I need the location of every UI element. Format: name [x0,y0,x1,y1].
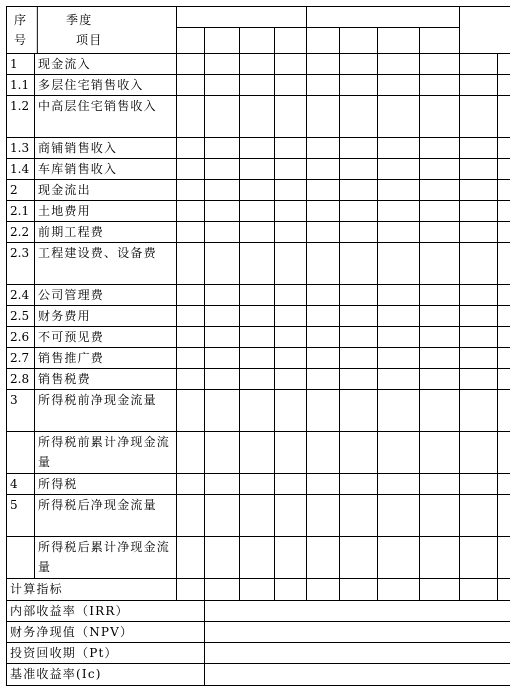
value-cell [498,243,510,285]
value-cell [307,495,340,537]
table-row [7,306,510,327]
value-cell [307,138,340,159]
row-number: 2.8 [7,369,35,390]
value-cell [498,159,510,180]
value-cell [205,327,240,348]
row-number: 2.1 [7,201,35,222]
value-cell [420,348,460,369]
value-cell [498,285,510,306]
value-cell [460,432,498,474]
row-number [7,432,35,474]
value-cell [307,222,340,243]
value-cell [378,201,420,222]
row-number: 1.4 [7,159,35,180]
indicator-label: 财务净现值（NPV） [7,622,205,643]
value-cell [420,285,460,306]
row-item-label: 前期工程费 [35,222,177,243]
row-item-label: 销售推广费 [35,348,177,369]
row-item-label: 现金流出 [35,180,177,201]
value-cell [498,432,510,474]
value-cell [240,180,275,201]
table-body [7,54,510,579]
value-cell [240,54,275,75]
row-item-label: 所得税 [35,474,177,495]
value-cell [340,201,378,222]
value-cell [177,75,205,96]
value-cell [420,201,460,222]
table-row [7,96,510,138]
period-cell [307,28,340,54]
row-number [7,537,35,579]
value-cell [340,96,378,138]
value-cell [340,306,378,327]
value-cell [340,537,378,579]
period-cell [205,28,240,54]
value-cell [498,474,510,495]
value-cell [307,348,340,369]
period-cell [420,28,460,54]
value-cell [378,222,420,243]
value-cell [460,390,498,432]
value-cell [307,159,340,180]
value-cell [240,138,275,159]
value-cell [177,432,205,474]
value-cell [378,432,420,474]
row-number: 2.7 [7,348,35,369]
value-cell [340,369,378,390]
row-item-label: 所得税前净现金流量 [35,390,177,432]
value-cell [275,180,307,201]
value-cell [460,369,498,390]
indicator-row [7,601,510,622]
table-row [7,285,510,306]
value-cell [307,369,340,390]
value-cell [177,285,205,306]
value-cell [378,159,420,180]
value-cell [460,75,498,96]
value-cell [205,390,240,432]
table-row [7,474,510,495]
value-cell [420,54,460,75]
value-cell [460,159,498,180]
period-group-cell [307,7,460,28]
value-cell [240,327,275,348]
value-cell [420,432,460,474]
row-item-label: 车库销售收入 [35,159,177,180]
value-cell [240,243,275,285]
value-cell [275,432,307,474]
table-row [7,390,510,432]
value-cell [307,180,340,201]
table-row [7,432,510,474]
indicator-label: 投资回收期（Pt） [7,643,205,664]
value-cell [240,474,275,495]
indicator-row [7,622,510,643]
value-cell [498,54,510,75]
indicators-title-row [7,579,510,601]
value-cell [498,306,510,327]
value-cell [498,369,510,390]
value-cell [378,348,420,369]
value-cell [340,495,378,537]
value-cell [275,96,307,138]
value-cell [275,222,307,243]
table-row [7,54,510,75]
row-number: 1.1 [7,75,35,96]
value-cell [378,138,420,159]
indicator-row [7,643,510,664]
period-cell [275,28,307,54]
value-cell [275,537,307,579]
table-row [7,348,510,369]
value-cell [307,75,340,96]
row-item-label: 商铺销售收入 [35,138,177,159]
value-cell [378,75,420,96]
row-number: 2.2 [7,222,35,243]
row-item-label: 所得税后累计净现金流量 [35,537,177,579]
indicator-row [7,664,510,686]
value-cell [420,327,460,348]
row-item-label: 所得税前累计净现金流量 [35,432,177,474]
value-cell [378,369,420,390]
value-cell [177,306,205,327]
row-number: 2.3 [7,243,35,285]
indicator-value [205,643,510,664]
value-cell [498,348,510,369]
value-cell [420,96,460,138]
row-item-label: 土地费用 [35,201,177,222]
value-cell [240,390,275,432]
value-cell [205,201,240,222]
value-cell [205,243,240,285]
value-cell [340,474,378,495]
value-cell [378,285,420,306]
value-cell [177,474,205,495]
value-cell [378,537,420,579]
value-cell [460,537,498,579]
value-cell [177,159,205,180]
value-cell [378,495,420,537]
period-cell [177,28,205,54]
value-cell [240,75,275,96]
value-cell [460,180,498,201]
value-cell [177,390,205,432]
value-cell [378,96,420,138]
table-row [7,222,510,243]
cash-flow-table [6,6,510,686]
value-cell [240,159,275,180]
row-number: 1.3 [7,138,35,159]
indicator-value [205,664,510,686]
value-cell [420,537,460,579]
value-cell [240,537,275,579]
value-cell [307,243,340,285]
value-cell [240,96,275,138]
value-cell [420,474,460,495]
header-seq-top: 序 [14,10,27,30]
row-item-label: 现金流入 [35,54,177,75]
value-cell [420,75,460,96]
value-cell [340,432,378,474]
value-cell [378,180,420,201]
value-cell [460,495,498,537]
indicator-value [205,622,510,643]
value-cell [177,327,205,348]
value-cell [177,138,205,159]
value-cell [205,432,240,474]
value-cell [340,159,378,180]
value-cell [340,54,378,75]
value-cell [420,390,460,432]
value-cell [420,180,460,201]
value-cell [307,96,340,138]
value-cell [177,495,205,537]
value-cell [340,222,378,243]
row-item-label: 财务费用 [35,306,177,327]
value-cell [307,201,340,222]
value-cell [275,306,307,327]
table-row [7,243,510,285]
value-cell [205,96,240,138]
period-group-cell [177,7,307,28]
value-cell [460,348,498,369]
value-cell [378,327,420,348]
row-item-label: 不可预见费 [35,327,177,348]
value-cell [177,222,205,243]
period-group-cell [460,7,510,54]
value-cell [460,138,498,159]
value-cell [307,432,340,474]
value-cell [307,390,340,432]
table-row [7,537,510,579]
value-cell [240,432,275,474]
row-number: 2.6 [7,327,35,348]
value-cell [420,306,460,327]
table-row [7,201,510,222]
value-cell [498,495,510,537]
table-header-cell [7,7,177,54]
value-cell [177,369,205,390]
value-cell [205,159,240,180]
row-number: 1 [7,54,35,75]
row-item-label: 公司管理费 [35,285,177,306]
value-cell [275,201,307,222]
period-cell [378,28,420,54]
value-cell [240,369,275,390]
value-cell [307,537,340,579]
header-seq-bottom: 号 [14,30,27,50]
value-cell [498,96,510,138]
value-cell [378,54,420,75]
value-cell [420,222,460,243]
row-number: 2.5 [7,306,35,327]
table-row [7,75,510,96]
value-cell [420,369,460,390]
value-cell [177,348,205,369]
row-item-label: 多层住宅销售收入 [35,75,177,96]
row-item-label: 工程建设费、设备费 [35,243,177,285]
row-item-label: 中高层住宅销售收入 [35,96,177,138]
indicators-title: 计算指标 [7,579,177,601]
value-cell [460,474,498,495]
value-cell [498,537,510,579]
table-row [7,180,510,201]
period-cell [340,28,378,54]
value-cell [177,54,205,75]
value-cell [498,327,510,348]
value-cell [420,495,460,537]
header-item: 项目 [76,30,102,50]
value-cell [460,222,498,243]
value-cell [275,390,307,432]
value-cell [340,285,378,306]
value-cell [205,348,240,369]
value-cell [240,285,275,306]
value-cell [340,243,378,285]
value-cell [205,54,240,75]
value-cell [460,327,498,348]
value-cell [275,54,307,75]
value-cell [307,285,340,306]
value-cell [177,243,205,285]
value-cell [275,327,307,348]
value-cell [275,495,307,537]
value-cell [498,201,510,222]
value-cell [460,54,498,75]
table-row [7,327,510,348]
value-cell [205,369,240,390]
value-cell [205,180,240,201]
value-cell [498,222,510,243]
value-cell [498,390,510,432]
value-cell [378,306,420,327]
value-cell [275,75,307,96]
table-row [7,495,510,537]
value-cell [498,180,510,201]
row-number: 4 [7,474,35,495]
table-row [7,138,510,159]
value-cell [340,327,378,348]
value-cell [275,348,307,369]
value-cell [340,138,378,159]
value-cell [205,495,240,537]
value-cell [498,138,510,159]
value-cell [340,390,378,432]
value-cell [460,243,498,285]
value-cell [177,201,205,222]
value-cell [275,243,307,285]
value-cell [205,75,240,96]
value-cell [177,180,205,201]
row-number: 2.4 [7,285,35,306]
value-cell [275,474,307,495]
value-cell [177,537,205,579]
row-number: 5 [7,495,35,537]
row-number: 3 [7,390,35,432]
table-row [7,159,510,180]
row-item-label: 销售税费 [35,369,177,390]
value-cell [340,348,378,369]
value-cell [460,306,498,327]
value-cell [240,222,275,243]
value-cell [340,75,378,96]
value-cell [177,96,205,138]
row-number: 1.2 [7,96,35,138]
value-cell [420,243,460,285]
value-cell [460,96,498,138]
value-cell [460,285,498,306]
value-cell [307,54,340,75]
value-cell [240,495,275,537]
row-item-label: 所得税后净现金流量 [35,495,177,537]
value-cell [275,138,307,159]
period-cell [240,28,275,54]
table-row [7,369,510,390]
value-cell [378,390,420,432]
indicator-label: 基准收益率(Ic) [7,664,205,686]
value-cell [240,306,275,327]
value-cell [205,222,240,243]
value-cell [205,138,240,159]
indicator-label: 内部收益率（IRR） [7,601,205,622]
value-cell [205,285,240,306]
value-cell [240,348,275,369]
indicator-value [205,601,510,622]
value-cell [420,138,460,159]
value-cell [240,201,275,222]
value-cell [378,243,420,285]
value-cell [340,180,378,201]
value-cell [205,306,240,327]
value-cell [205,537,240,579]
value-cell [307,474,340,495]
value-cell [460,201,498,222]
value-cell [307,327,340,348]
value-cell [275,159,307,180]
header-season: 季度 [66,10,92,30]
value-cell [420,159,460,180]
row-number: 2 [7,180,35,201]
value-cell [205,474,240,495]
value-cell [378,474,420,495]
value-cell [307,306,340,327]
value-cell [275,369,307,390]
value-cell [498,75,510,96]
value-cell [275,285,307,306]
